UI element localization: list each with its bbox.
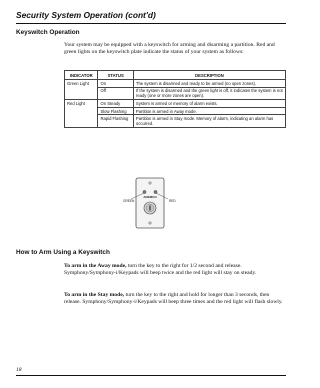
plate-screw-bottom	[149, 222, 152, 225]
header-title: Security System Operation (cont'd)	[16, 10, 156, 20]
page-number: 18	[16, 367, 22, 373]
page-header	[16, 10, 286, 20]
indicator-status-table	[64, 70, 286, 128]
away-mode-lead: To arm in the Away mode,	[64, 263, 127, 269]
keyswitch-intro-paragraph: Your system may be equipped with a keyswitch for arming and disarming a partition. Red and green lights on the keyswitch plate indicate the status of your system as follows:	[64, 42, 275, 55]
description-cell: System is armed or memory of alarm exists.	[133, 100, 285, 108]
table-row	[65, 107, 286, 115]
status-cell: Slow Flashing	[98, 107, 133, 115]
footer-rule	[16, 375, 286, 376]
indicator-cell: Red Light	[65, 100, 98, 108]
indicator-cell: Green Light	[65, 80, 98, 88]
status-cell: Off	[98, 87, 133, 100]
keyswitch-illustration	[120, 176, 180, 232]
arm-away-paragraph	[64, 263, 286, 277]
description-cell: If the system is disarmed and the green light is off, it indicates the system is not ready (one or more zones are open).	[133, 87, 285, 100]
green-label: GREEN	[123, 199, 135, 203]
brand-label: ADEMCO	[143, 195, 157, 199]
table-row	[65, 115, 286, 128]
description-cell: Partition is armed in Stay mode. Memory of alarm, indicating an alarm has occurred.	[133, 115, 285, 128]
arm-stay-paragraph	[64, 292, 286, 306]
description-cell: The system is disarmed and ready to be armed (no open zones).	[133, 80, 285, 88]
description-cell: Partition is armed in Away mode.	[133, 107, 285, 115]
header-status: STATUS	[98, 71, 133, 80]
keyhole-icon	[149, 206, 150, 211]
header-rule	[16, 23, 286, 24]
status-cell: Rapid Flashing	[98, 115, 133, 128]
stay-mode-text: turn the key to the right and hold for longer than 3 seconds, then release. Symphony/Symphony-i/Keypads will beep three times and the red light will flash slowly.	[64, 292, 283, 305]
header-description: DESCRIPTION	[133, 71, 285, 80]
stay-mode-lead: To arm in the Stay mode,	[64, 292, 125, 298]
indicator-cell	[65, 87, 98, 100]
indicator-cell	[65, 115, 98, 128]
status-cell: On Steady	[98, 100, 133, 108]
away-mode-text: turn the key to the right for 1/2 second and release. Symphony/Symphony-i/Keypads will beep twice and the red light will stay on steady.	[64, 263, 257, 276]
red-label: RED	[169, 199, 176, 203]
table-row	[65, 100, 286, 108]
plate-screw-top	[149, 182, 152, 185]
table-row	[65, 80, 286, 88]
table-row	[65, 87, 286, 100]
status-cell: On	[98, 80, 133, 88]
section-title-keyswitch-operation: Keyswitch Operation	[16, 29, 80, 36]
indicator-cell	[65, 107, 98, 115]
header-indicator: INDICATOR	[65, 71, 98, 80]
table-header-row	[65, 71, 286, 80]
section-title-how-to-arm: How to Arm Using a Keyswitch	[16, 249, 110, 256]
